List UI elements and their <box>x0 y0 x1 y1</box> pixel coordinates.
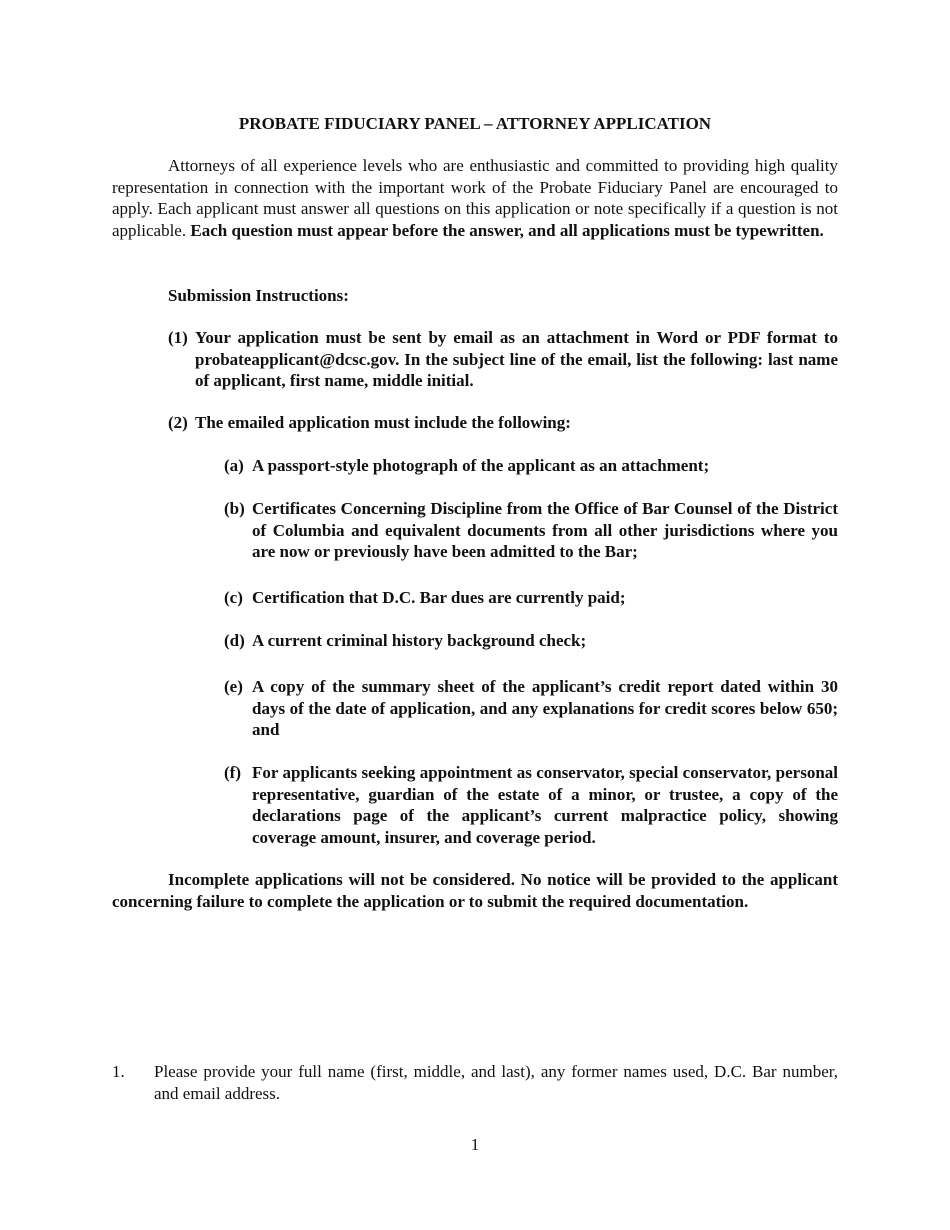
instruction-number: (2) <box>168 413 188 432</box>
page-title: PROBATE FIDUCIARY PANEL – ATTORNEY APPLICATION <box>238 114 712 133</box>
instruction-number: (1) <box>168 328 188 347</box>
question-item <box>112 1061 838 1104</box>
requirement-text: Certification that D.C. Bar dues are currently paid; <box>252 588 626 607</box>
requirement-item <box>224 587 838 609</box>
requirement-item <box>224 498 838 563</box>
requirement-text: For applicants seeking appointment as conservator, special conservator, personal representative, guardian of the estate of a minor, or trustee, a copy of the declarations page of the applicant’s current malpractice policy, showing coverage amount, insurer, and coverage period. <box>252 763 838 847</box>
requirement-item <box>224 630 838 652</box>
instruction-item <box>168 327 838 392</box>
requirement-text: A copy of the summary sheet of the applicant’s credit report dated within 30 days of the date of application, and any explanations for credit scores below 650; and <box>252 677 838 739</box>
intro-bold-text: Each question must appear before the answer, and all applications must be typewritten. <box>190 220 824 240</box>
question-text: Please provide your full name (first, middle, and last), any former names used, D.C. Bar number, and email address. <box>154 1062 838 1103</box>
intro-text: Attorneys of all experience levels who are enthusiastic and committed to providing high quality representation in connection with the important work of the Probate Fiduciary Panel are encouraged to apply. Each applicant must answer all questions on this application or note specifically if a question is not applicable. <box>112 156 838 240</box>
instruction-item <box>168 412 838 434</box>
submission-heading: Submission Instructions: <box>168 286 349 305</box>
page-number: 1 <box>470 1135 480 1154</box>
requirement-letter: (d) <box>224 631 245 650</box>
requirement-letter: (f) <box>224 763 241 782</box>
incomplete-warning: Incomplete applications will not be considered. No notice will be provided to the applicant concerning failure to complete the application or to submit the required documentation. <box>112 870 838 911</box>
question-number: 1. <box>112 1062 125 1081</box>
instruction-text: Your application must be sent by email as an attachment in Word or PDF format to probateapplicant@dcsc.gov. In the subject line of the email, list the following: last name of applicant, first name, middle initial. <box>195 328 838 390</box>
requirement-letter: (a) <box>224 456 244 475</box>
requirement-letter: (e) <box>224 677 243 696</box>
requirement-text: A current criminal history background check; <box>252 631 587 650</box>
requirement-item <box>224 762 838 848</box>
instruction-text: The emailed application must include the following: <box>195 413 571 432</box>
requirement-item <box>224 676 838 741</box>
requirement-item <box>224 455 838 477</box>
requirement-text: A passport-style photograph of the applicant as an attachment; <box>252 456 710 475</box>
requirement-text: Certificates Concerning Discipline from the Office of Bar Counsel of the District of Columbia and equivalent documents from all other jurisdictions where you are now or previously have been admitted to the Bar; <box>252 499 838 561</box>
requirement-letter: (c) <box>224 588 243 607</box>
intro-paragraph <box>112 155 838 241</box>
requirement-letter: (b) <box>224 499 245 518</box>
